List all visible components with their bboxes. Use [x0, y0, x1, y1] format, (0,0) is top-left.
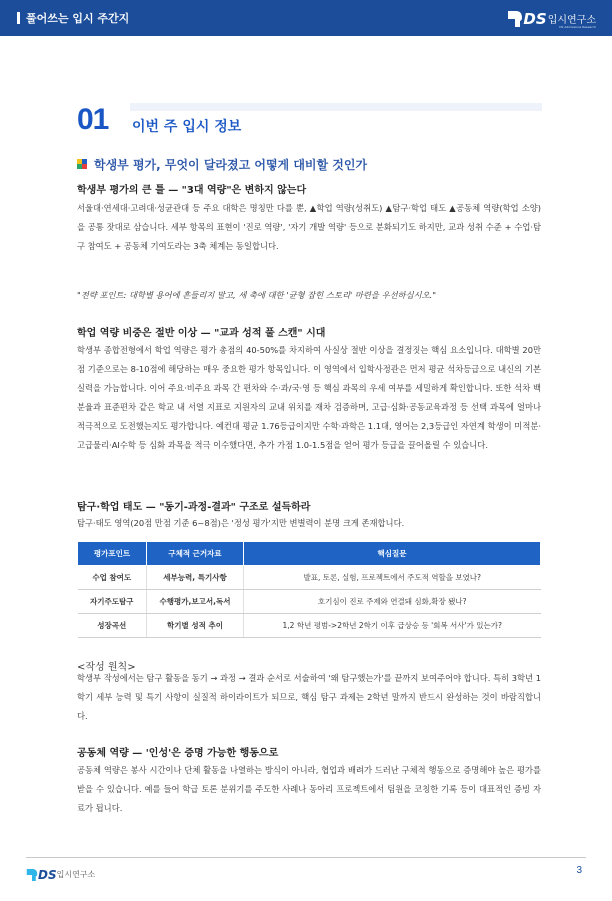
- brand-logo-icon: [507, 10, 523, 28]
- table-cell: 학기별 성적 추이: [147, 614, 244, 638]
- brand-logo: [507, 8, 596, 30]
- table-cell: 호기심이 진로 주제와 연결돼 심화,확장 됐나?: [244, 590, 541, 614]
- table-cell: 성장곡선: [78, 614, 147, 638]
- footer-logo-icon: [26, 868, 38, 882]
- rules-heading: <작성 원칙>: [77, 662, 136, 673]
- paragraph-inquiry-attitude: 탐구·태도 영역(20점 만점 기준 6~8점)은 '정성 평가'지만 변별력이 분명 크게 존재합니다.: [77, 518, 405, 528]
- subheading-three-competencies: 학생부 평가의 큰 틀 — "3대 역량"은 변하지 않는다: [77, 185, 307, 196]
- subheading-community-competency: 공동체 역량 — '인성'은 증명 가능한 행동으로: [77, 748, 279, 759]
- paragraph-academic-competency: 학생부 종합전형에서 학업 역량은 평가 총점의 40-50%를 차지하여 사실상 절반 이상을 결정짓는 핵심 요소입니다. 대학별 20만점 기준으로는 8-10점에 해당하는 매우 중요한 평가 항목입니다. 이 영역에서 입학사정관은 먼저 평균 석차등급으로 내신의 기본 실력을 가늠합니다. 이어 주요·비주요 과목 간 편차와 수·과/국·영 등 핵심 과목의 우세 여부를 세밀하게 확인합니다. 또한 석차 백분율과 표준편차 같은 학교 내 서열 지표로 지원자의 교내 위치를 재차 검증하며, 고급·심화·공동교육과정 등 선택 과목에 얼마나 적극적으로 도전했는지도 평가합니다. 예컨대 평균 1.76등급이지만 수학·과학은 1.1대, 영어는 2,3등급인 자연계 학생이 미적분·고급물리·AI수학 등 심화 과목을 적극 이수했다면, 추가 가점 1.0-1.5점을 얻어 평가 등급을 끌어올릴 수 있습니다.: [77, 345, 541, 450]
- table-cell: 발표, 토론, 실험, 프로젝트에서 주도적 역할을 보였나?: [244, 566, 541, 590]
- brand-logo-ds: DS: [523, 9, 547, 28]
- header-bar: [0, 0, 612, 36]
- footer-logo-ds: DS: [38, 867, 57, 882]
- table-row: [78, 566, 541, 590]
- section-heading-band: [130, 103, 542, 111]
- table-row: [78, 614, 541, 638]
- subheading-academic-competency: 학업 역량 비중은 절반 이상 — "교과 성적 풀 스캔" 시대: [77, 328, 326, 339]
- brand-logo-name: 입시연구소: [547, 15, 596, 26]
- footer-divider: [26, 857, 586, 858]
- page-number: 3: [576, 865, 582, 876]
- strategy-quote: "전략 포인트: 대학별 용어에 흔들리지 말고, 세 축에 대한 '균형 잡힌 스토리' 마련을 우선하십시오.": [77, 290, 437, 300]
- section-heading: [77, 103, 542, 139]
- table-cell: 자기주도탐구: [78, 590, 147, 614]
- table-header-cell: 평가포인트: [78, 542, 147, 566]
- table-header-row: [78, 542, 541, 566]
- paragraph-three-competencies: 서울대·연세대·고려대·성균관대 등 주요 대학은 명칭만 다를 뿐, ▲학업 역량(성취도) ▲탐구·학업 태도 ▲공동체 역량(학업 소양)을 공통 잣대로 삼습니다. 세부 항목의 표현이 '진로 역량', '자기 개발 역량' 등으로 분화되기도 하지만, 교과 성취 수준 + 수업·탐구 참여도 + 공동체 기여도라는 3축 체계는 동일합니다.: [77, 203, 541, 251]
- table-cell: 세부능력, 특기사항: [147, 566, 244, 590]
- article-title-text: 학생부 평가, 무엇이 달라졌고 어떻게 대비할 것인가: [94, 158, 368, 172]
- header-title: 풀어쓰는 입시 주간지: [26, 12, 130, 25]
- table-cell: 1,2 학년 평범->2학년 2학기 이후 급상승 등 '회복 서사'가 있는가?: [244, 614, 541, 638]
- evaluation-table: [77, 541, 541, 638]
- section-number: 01: [77, 103, 109, 136]
- table-header-cell: 구체적 근거자료: [147, 542, 244, 566]
- header-accent-mark: [17, 12, 20, 24]
- footer-logo-name: 입시연구소: [56, 870, 96, 879]
- paragraph-writing-rules: 학생부 작성에서는 탐구 활동을 동기 → 과정 → 결과 순서로 서술하여 '왜 탐구했는가'를 끝까지 보여주어야 합니다. 특히 3학년 1학기 세부 능력 및 특기 사항이 실질적 하이라이트가 되므로, 핵심 탐구 과제는 2학년 말까지 반드시 완성하는 것이 바람직합니다.: [77, 673, 541, 721]
- table-cell: 수업 참여도: [78, 566, 147, 590]
- footer-logo: [26, 864, 95, 883]
- table-header-cell: 핵심질문: [244, 542, 541, 566]
- subheading-inquiry-attitude: 탐구·학업 태도 — "동기-과정-결과" 구조로 설득하라: [77, 502, 311, 513]
- table-cell: 수행평가,보고서,독서: [147, 590, 244, 614]
- brand-logo-sub: DS Admissions Research: [559, 25, 596, 29]
- section-label: 이번 주 입시 정보: [132, 119, 242, 135]
- paragraph-community-competency: 공동체 역량은 봉사 시간이나 단체 활동을 나열하는 방식이 아니라, 협업과 배려가 드러난 구체적 행동으로 증명해야 높은 평가를 받을 수 있습니다. 예를 들어 학급 토론 분위기를 주도한 사례나 동아리 프로젝트에서 팀원을 코칭한 기록 등이 대표적인 증빙 자료가 됩니다.: [77, 765, 541, 813]
- four-square-icon: [77, 159, 87, 169]
- table-row: [78, 590, 541, 614]
